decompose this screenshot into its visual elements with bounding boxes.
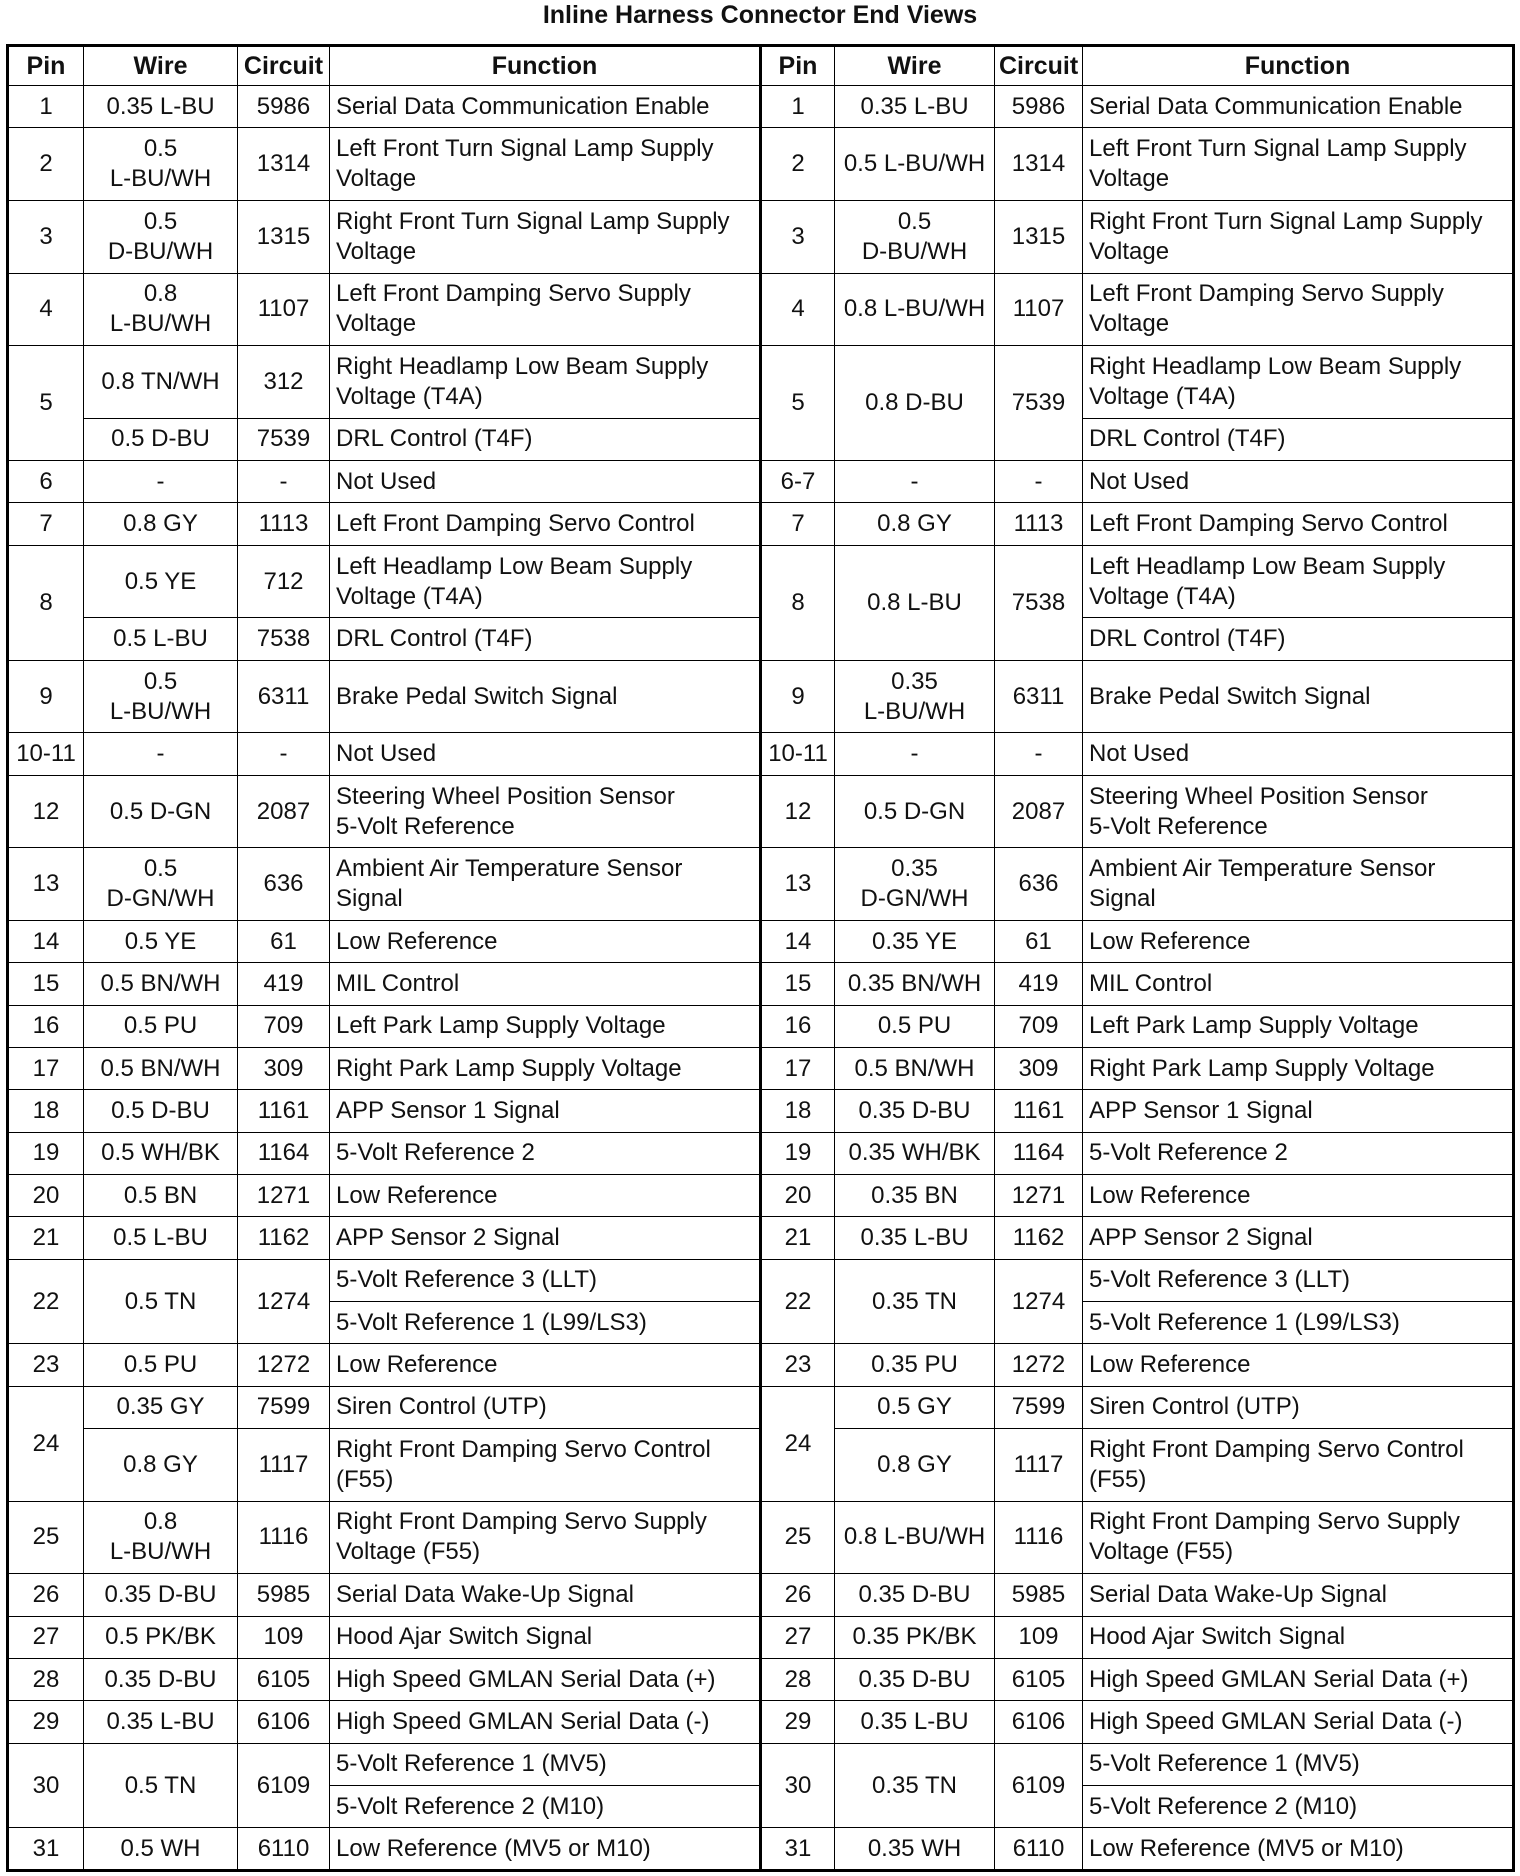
right-circuit-cell: 6311 <box>995 660 1083 733</box>
left-pin-cell: 26 <box>8 1574 84 1616</box>
left-circuit-cell: 1162 <box>238 1217 330 1259</box>
table-row <box>8 1344 1514 1386</box>
right-circuit-cell: 6110 <box>995 1828 1083 1871</box>
right-wire-cell: 0.35 YE <box>835 920 995 962</box>
left-function-cell: Left Front Damping Servo Supply Voltage <box>330 273 761 346</box>
table-row <box>8 1743 1514 1785</box>
left-pin-cell: 10-11 <box>8 733 84 775</box>
left-wire-cell: 0.5 L-BU/WH <box>84 128 238 201</box>
header-pin: Pin <box>8 46 84 86</box>
table-row <box>8 1047 1514 1089</box>
right-wire-cell: 0.35 L-BU/WH <box>835 660 995 733</box>
left-pin-cell: 2 <box>8 128 84 201</box>
right-function-cell: Steering Wheel Position Sensor 5-Volt Reference <box>1083 775 1514 848</box>
left-pin-cell: 8 <box>8 545 84 660</box>
left-wire-cell: 0.35 D-BU <box>84 1658 238 1700</box>
connector-table <box>6 44 1515 1872</box>
right-function-cell: Low Reference <box>1083 1175 1514 1217</box>
right-function-cell: Right Park Lamp Supply Voltage <box>1083 1047 1514 1089</box>
right-function-cell: APP Sensor 1 Signal <box>1083 1090 1514 1132</box>
table-row <box>8 1090 1514 1132</box>
left-function-cell: Serial Data Wake-Up Signal <box>330 1574 761 1616</box>
right-circuit-cell: 1107 <box>995 273 1083 346</box>
left-function-cell: APP Sensor 1 Signal <box>330 1090 761 1132</box>
right-pin-cell: 23 <box>761 1344 835 1386</box>
right-circuit-cell: 5985 <box>995 1574 1083 1616</box>
right-wire-cell: - <box>835 461 995 503</box>
right-pin-cell: 25 <box>761 1501 835 1574</box>
left-function-cell: Not Used <box>330 733 761 775</box>
left-function-cell: Low Reference (MV5 or M10) <box>330 1828 761 1871</box>
right-function-cell: High Speed GMLAN Serial Data (-) <box>1083 1701 1514 1743</box>
right-wire-cell: 0.5 D-BU/WH <box>835 200 995 273</box>
left-wire-cell: 0.35 L-BU <box>84 1701 238 1743</box>
left-function-cell: Right Park Lamp Supply Voltage <box>330 1047 761 1089</box>
left-circuit-cell: 7538 <box>238 618 330 660</box>
right-pin-cell: 24 <box>761 1386 835 1501</box>
right-pin-cell: 18 <box>761 1090 835 1132</box>
left-wire-cell: - <box>84 461 238 503</box>
table-row <box>8 86 1514 128</box>
right-function-cell: Right Front Damping Servo Supply Voltage (F55) <box>1083 1501 1514 1574</box>
right-wire-cell: 0.8 L-BU/WH <box>835 273 995 346</box>
left-wire-cell: 0.5 TN <box>84 1743 238 1828</box>
right-circuit-cell: 1116 <box>995 1501 1083 1574</box>
left-circuit-cell: 419 <box>238 963 330 1005</box>
left-pin-cell: 9 <box>8 660 84 733</box>
right-circuit-cell: 1314 <box>995 128 1083 201</box>
left-function-cell: Right Front Damping Servo Control (F55) <box>330 1429 761 1502</box>
left-wire-cell: - <box>84 733 238 775</box>
right-pin-cell: 8 <box>761 545 835 660</box>
right-function-cell: DRL Control (T4F) <box>1083 618 1514 660</box>
left-wire-cell: 0.5 YE <box>84 545 238 618</box>
left-wire-cell: 0.8 L-BU/WH <box>84 273 238 346</box>
right-wire-cell: 0.35 D-BU <box>835 1090 995 1132</box>
left-function-cell: Siren Control (UTP) <box>330 1386 761 1428</box>
left-circuit-cell: 6311 <box>238 660 330 733</box>
right-function-cell: 5-Volt Reference 3 (LLT) <box>1083 1259 1514 1301</box>
left-pin-cell: 13 <box>8 848 84 921</box>
right-wire-cell: - <box>835 733 995 775</box>
right-pin-cell: 17 <box>761 1047 835 1089</box>
left-pin-cell: 19 <box>8 1132 84 1174</box>
left-wire-cell: 0.8 TN/WH <box>84 346 238 419</box>
table-row <box>8 1501 1514 1574</box>
left-wire-cell: 0.35 L-BU <box>84 86 238 128</box>
left-function-cell: Left Park Lamp Supply Voltage <box>330 1005 761 1047</box>
left-wire-cell: 0.5 TN <box>84 1259 238 1344</box>
left-pin-cell: 22 <box>8 1259 84 1344</box>
left-function-cell: Right Front Turn Signal Lamp Supply Voltage <box>330 200 761 273</box>
left-pin-cell: 21 <box>8 1217 84 1259</box>
left-wire-cell: 0.5 D-BU <box>84 418 238 460</box>
left-function-cell: Left Headlamp Low Beam Supply Voltage (T4A) <box>330 545 761 618</box>
right-pin-cell: 28 <box>761 1658 835 1700</box>
left-wire-cell: 0.5 YE <box>84 920 238 962</box>
right-pin-cell: 13 <box>761 848 835 921</box>
left-function-cell: DRL Control (T4F) <box>330 418 761 460</box>
left-pin-cell: 17 <box>8 1047 84 1089</box>
right-wire-cell: 0.8 GY <box>835 1429 995 1502</box>
table-row <box>8 733 1514 775</box>
left-pin-cell: 1 <box>8 86 84 128</box>
left-pin-cell: 3 <box>8 200 84 273</box>
left-function-cell: Hood Ajar Switch Signal <box>330 1616 761 1658</box>
right-function-cell: MIL Control <box>1083 963 1514 1005</box>
left-circuit-cell: 5985 <box>238 1574 330 1616</box>
header-circuit: Circuit <box>995 46 1083 86</box>
right-function-cell: Siren Control (UTP) <box>1083 1386 1514 1428</box>
left-function-cell: MIL Control <box>330 963 761 1005</box>
left-circuit-cell: 6110 <box>238 1828 330 1871</box>
table-row <box>8 346 1514 419</box>
left-function-cell: Not Used <box>330 461 761 503</box>
right-circuit-cell: 6105 <box>995 1658 1083 1700</box>
left-circuit-cell: - <box>238 461 330 503</box>
left-wire-cell: 0.8 GY <box>84 503 238 545</box>
right-function-cell: Left Front Turn Signal Lamp Supply Voltage <box>1083 128 1514 201</box>
left-circuit-cell: 1315 <box>238 200 330 273</box>
left-circuit-cell: 7539 <box>238 418 330 460</box>
table-row <box>8 503 1514 545</box>
left-wire-cell: 0.5 D-GN/WH <box>84 848 238 921</box>
left-circuit-cell: 1113 <box>238 503 330 545</box>
right-wire-cell: 0.5 BN/WH <box>835 1047 995 1089</box>
right-wire-cell: 0.35 D-BU <box>835 1658 995 1700</box>
right-function-cell: Left Park Lamp Supply Voltage <box>1083 1005 1514 1047</box>
left-function-cell: 5-Volt Reference 1 (L99/LS3) <box>330 1302 761 1344</box>
right-wire-cell: 0.8 L-BU <box>835 545 995 660</box>
left-function-cell: Ambient Air Temperature Sensor Signal <box>330 848 761 921</box>
left-pin-cell: 7 <box>8 503 84 545</box>
left-circuit-cell: 1164 <box>238 1132 330 1174</box>
left-wire-cell: 0.5 D-GN <box>84 775 238 848</box>
left-pin-cell: 31 <box>8 1828 84 1871</box>
left-function-cell: Left Front Damping Servo Control <box>330 503 761 545</box>
left-wire-cell: 0.5 BN <box>84 1175 238 1217</box>
right-pin-cell: 21 <box>761 1217 835 1259</box>
right-function-cell: High Speed GMLAN Serial Data (+) <box>1083 1658 1514 1700</box>
table-row <box>8 920 1514 962</box>
table-row <box>8 1005 1514 1047</box>
header-function: Function <box>330 46 761 86</box>
left-pin-cell: 27 <box>8 1616 84 1658</box>
right-circuit-cell: 7599 <box>995 1386 1083 1428</box>
left-circuit-cell: 6109 <box>238 1743 330 1828</box>
left-circuit-cell: 6105 <box>238 1658 330 1700</box>
left-wire-cell: 0.5 D-BU/WH <box>84 200 238 273</box>
left-circuit-cell: 61 <box>238 920 330 962</box>
left-pin-cell: 25 <box>8 1501 84 1574</box>
left-wire-cell: 0.5 PK/BK <box>84 1616 238 1658</box>
table-row <box>8 545 1514 618</box>
right-circuit-cell: 6109 <box>995 1743 1083 1828</box>
left-wire-cell: 0.5 L-BU <box>84 618 238 660</box>
table-row <box>8 660 1514 733</box>
table-row <box>8 200 1514 273</box>
left-function-cell: High Speed GMLAN Serial Data (+) <box>330 1658 761 1700</box>
right-pin-cell: 12 <box>761 775 835 848</box>
right-wire-cell: 0.35 TN <box>835 1743 995 1828</box>
right-circuit-cell: 1161 <box>995 1090 1083 1132</box>
left-circuit-cell: 1117 <box>238 1429 330 1502</box>
table-row <box>8 1701 1514 1743</box>
right-function-cell: Right Headlamp Low Beam Supply Voltage (T4A) <box>1083 346 1514 419</box>
right-circuit-cell: - <box>995 461 1083 503</box>
left-function-cell: 5-Volt Reference 2 (M10) <box>330 1786 761 1828</box>
right-circuit-cell: 61 <box>995 920 1083 962</box>
right-function-cell: 5-Volt Reference 2 (M10) <box>1083 1786 1514 1828</box>
right-wire-cell: 0.35 TN <box>835 1259 995 1344</box>
right-circuit-cell: 1113 <box>995 503 1083 545</box>
header-pin: Pin <box>761 46 835 86</box>
right-wire-cell: 0.35 L-BU <box>835 1701 995 1743</box>
left-pin-cell: 28 <box>8 1658 84 1700</box>
right-circuit-cell: 1274 <box>995 1259 1083 1344</box>
right-circuit-cell: 1117 <box>995 1429 1083 1502</box>
right-wire-cell: 0.35 BN/WH <box>835 963 995 1005</box>
left-wire-cell: 0.5 PU <box>84 1005 238 1047</box>
right-pin-cell: 5 <box>761 346 835 461</box>
left-wire-cell: 0.5 PU <box>84 1344 238 1386</box>
right-circuit-cell: 309 <box>995 1047 1083 1089</box>
left-function-cell: High Speed GMLAN Serial Data (-) <box>330 1701 761 1743</box>
left-wire-cell: 0.5 BN/WH <box>84 1047 238 1089</box>
left-circuit-cell: 7599 <box>238 1386 330 1428</box>
right-pin-cell: 20 <box>761 1175 835 1217</box>
right-pin-cell: 26 <box>761 1574 835 1616</box>
right-circuit-cell: 1271 <box>995 1175 1083 1217</box>
left-function-cell: 5-Volt Reference 1 (MV5) <box>330 1743 761 1785</box>
left-circuit-cell: - <box>238 733 330 775</box>
right-function-cell: Ambient Air Temperature Sensor Signal <box>1083 848 1514 921</box>
left-wire-cell: 0.35 GY <box>84 1386 238 1428</box>
right-function-cell: 5-Volt Reference 1 (L99/LS3) <box>1083 1302 1514 1344</box>
left-wire-cell: 0.8 GY <box>84 1429 238 1502</box>
right-circuit-cell: 2087 <box>995 775 1083 848</box>
left-circuit-cell: 5986 <box>238 86 330 128</box>
left-function-cell: APP Sensor 2 Signal <box>330 1217 761 1259</box>
right-pin-cell: 19 <box>761 1132 835 1174</box>
right-circuit-cell: 6106 <box>995 1701 1083 1743</box>
table-row <box>8 128 1514 201</box>
right-circuit-cell: 1315 <box>995 200 1083 273</box>
right-pin-cell: 10-11 <box>761 733 835 775</box>
right-function-cell: APP Sensor 2 Signal <box>1083 1217 1514 1259</box>
table-row <box>8 775 1514 848</box>
right-function-cell: 5-Volt Reference 1 (MV5) <box>1083 1743 1514 1785</box>
right-pin-cell: 22 <box>761 1259 835 1344</box>
right-function-cell: Not Used <box>1083 461 1514 503</box>
right-circuit-cell: 636 <box>995 848 1083 921</box>
table-row <box>8 461 1514 503</box>
left-wire-cell: 0.5 WH <box>84 1828 238 1871</box>
left-function-cell: DRL Control (T4F) <box>330 618 761 660</box>
left-pin-cell: 24 <box>8 1386 84 1501</box>
header-function: Function <box>1083 46 1514 86</box>
right-pin-cell: 29 <box>761 1701 835 1743</box>
right-wire-cell: 0.5 GY <box>835 1386 995 1428</box>
right-pin-cell: 7 <box>761 503 835 545</box>
right-function-cell: Not Used <box>1083 733 1514 775</box>
right-wire-cell: 0.35 WH <box>835 1828 995 1871</box>
right-circuit-cell: 709 <box>995 1005 1083 1047</box>
right-function-cell: Left Front Damping Servo Supply Voltage <box>1083 273 1514 346</box>
left-pin-cell: 12 <box>8 775 84 848</box>
right-function-cell: Serial Data Wake-Up Signal <box>1083 1574 1514 1616</box>
header-circuit: Circuit <box>238 46 330 86</box>
page-title: Inline Harness Connector End Views <box>542 1 978 29</box>
right-pin-cell: 16 <box>761 1005 835 1047</box>
right-function-cell: Right Front Turn Signal Lamp Supply Voltage <box>1083 200 1514 273</box>
left-pin-cell: 14 <box>8 920 84 962</box>
right-pin-cell: 30 <box>761 1743 835 1828</box>
right-circuit-cell: 7539 <box>995 346 1083 461</box>
left-function-cell: Left Front Turn Signal Lamp Supply Voltage <box>330 128 761 201</box>
right-wire-cell: 0.35 PU <box>835 1344 995 1386</box>
left-function-cell: Low Reference <box>330 1175 761 1217</box>
right-wire-cell: 0.35 PK/BK <box>835 1616 995 1658</box>
left-function-cell: 5-Volt Reference 3 (LLT) <box>330 1259 761 1301</box>
left-circuit-cell: 636 <box>238 848 330 921</box>
table-row <box>8 1386 1514 1428</box>
table-row <box>8 963 1514 1005</box>
right-wire-cell: 0.35 BN <box>835 1175 995 1217</box>
left-pin-cell: 23 <box>8 1344 84 1386</box>
table-row <box>8 1175 1514 1217</box>
table-row <box>8 1217 1514 1259</box>
left-wire-cell: 0.5 BN/WH <box>84 963 238 1005</box>
header-wire: Wire <box>84 46 238 86</box>
right-wire-cell: 0.5 D-GN <box>835 775 995 848</box>
right-function-cell: Hood Ajar Switch Signal <box>1083 1616 1514 1658</box>
left-pin-cell: 15 <box>8 963 84 1005</box>
right-function-cell: Left Front Damping Servo Control <box>1083 503 1514 545</box>
left-function-cell: Right Front Damping Servo Supply Voltage (F55) <box>330 1501 761 1574</box>
right-circuit-cell: 1164 <box>995 1132 1083 1174</box>
left-circuit-cell: 1274 <box>238 1259 330 1344</box>
right-pin-cell: 27 <box>761 1616 835 1658</box>
right-function-cell: 5-Volt Reference 2 <box>1083 1132 1514 1174</box>
right-wire-cell: 0.5 L-BU/WH <box>835 128 995 201</box>
right-wire-cell: 0.35 D-BU <box>835 1574 995 1616</box>
left-function-cell: 5-Volt Reference 2 <box>330 1132 761 1174</box>
table-row <box>8 1574 1514 1616</box>
left-pin-cell: 18 <box>8 1090 84 1132</box>
right-wire-cell: 0.35 L-BU <box>835 1217 995 1259</box>
left-pin-cell: 30 <box>8 1743 84 1828</box>
right-function-cell: Low Reference <box>1083 1344 1514 1386</box>
left-circuit-cell: 312 <box>238 346 330 419</box>
left-wire-cell: 0.5 L-BU <box>84 1217 238 1259</box>
left-pin-cell: 4 <box>8 273 84 346</box>
right-wire-cell: 0.35 D-GN/WH <box>835 848 995 921</box>
table-row <box>8 1132 1514 1174</box>
left-circuit-cell: 1271 <box>238 1175 330 1217</box>
left-function-cell: Serial Data Communication Enable <box>330 86 761 128</box>
left-function-cell: Steering Wheel Position Sensor 5-Volt Reference <box>330 775 761 848</box>
right-pin-cell: 4 <box>761 273 835 346</box>
left-pin-cell: 20 <box>8 1175 84 1217</box>
table-row <box>8 273 1514 346</box>
left-function-cell: Right Headlamp Low Beam Supply Voltage (T4A) <box>330 346 761 419</box>
left-circuit-cell: 1107 <box>238 273 330 346</box>
table-header-row <box>8 46 1514 86</box>
left-wire-cell: 0.5 WH/BK <box>84 1132 238 1174</box>
left-circuit-cell: 1116 <box>238 1501 330 1574</box>
table-row <box>8 1259 1514 1301</box>
left-pin-cell: 29 <box>8 1701 84 1743</box>
right-wire-cell: 0.5 PU <box>835 1005 995 1047</box>
right-pin-cell: 15 <box>761 963 835 1005</box>
right-wire-cell: 0.35 L-BU <box>835 86 995 128</box>
left-wire-cell: 0.8 L-BU/WH <box>84 1501 238 1574</box>
right-function-cell: Right Front Damping Servo Control (F55) <box>1083 1429 1514 1502</box>
left-circuit-cell: 709 <box>238 1005 330 1047</box>
right-circuit-cell: 1162 <box>995 1217 1083 1259</box>
table-row <box>8 1658 1514 1700</box>
left-circuit-cell: 109 <box>238 1616 330 1658</box>
right-pin-cell: 2 <box>761 128 835 201</box>
right-circuit-cell: - <box>995 733 1083 775</box>
right-wire-cell: 0.35 WH/BK <box>835 1132 995 1174</box>
right-wire-cell: 0.8 L-BU/WH <box>835 1501 995 1574</box>
left-circuit-cell: 712 <box>238 545 330 618</box>
right-pin-cell: 14 <box>761 920 835 962</box>
right-circuit-cell: 7538 <box>995 545 1083 660</box>
table-row <box>8 1616 1514 1658</box>
left-function-cell: Low Reference <box>330 1344 761 1386</box>
left-circuit-cell: 1161 <box>238 1090 330 1132</box>
header-wire: Wire <box>835 46 995 86</box>
right-function-cell: Serial Data Communication Enable <box>1083 86 1514 128</box>
table-row <box>8 848 1514 921</box>
left-circuit-cell: 2087 <box>238 775 330 848</box>
right-pin-cell: 6-7 <box>761 461 835 503</box>
right-pin-cell: 1 <box>761 86 835 128</box>
table-row <box>8 1828 1514 1871</box>
right-pin-cell: 9 <box>761 660 835 733</box>
left-wire-cell: 0.35 D-BU <box>84 1574 238 1616</box>
right-pin-cell: 31 <box>761 1828 835 1871</box>
left-circuit-cell: 309 <box>238 1047 330 1089</box>
right-circuit-cell: 419 <box>995 963 1083 1005</box>
right-function-cell: DRL Control (T4F) <box>1083 418 1514 460</box>
right-wire-cell: 0.8 GY <box>835 503 995 545</box>
right-function-cell: Low Reference (MV5 or M10) <box>1083 1828 1514 1871</box>
left-circuit-cell: 1272 <box>238 1344 330 1386</box>
left-circuit-cell: 1314 <box>238 128 330 201</box>
left-pin-cell: 16 <box>8 1005 84 1047</box>
right-function-cell: Low Reference <box>1083 920 1514 962</box>
left-function-cell: Brake Pedal Switch Signal <box>330 660 761 733</box>
right-pin-cell: 3 <box>761 200 835 273</box>
left-wire-cell: 0.5 D-BU <box>84 1090 238 1132</box>
left-function-cell: Low Reference <box>330 920 761 962</box>
left-pin-cell: 6 <box>8 461 84 503</box>
right-function-cell: Left Headlamp Low Beam Supply Voltage (T4A) <box>1083 545 1514 618</box>
left-circuit-cell: 6106 <box>238 1701 330 1743</box>
right-wire-cell: 0.8 D-BU <box>835 346 995 461</box>
right-circuit-cell: 1272 <box>995 1344 1083 1386</box>
left-wire-cell: 0.5 L-BU/WH <box>84 660 238 733</box>
right-circuit-cell: 109 <box>995 1616 1083 1658</box>
right-function-cell: Brake Pedal Switch Signal <box>1083 660 1514 733</box>
left-pin-cell: 5 <box>8 346 84 461</box>
right-circuit-cell: 5986 <box>995 86 1083 128</box>
